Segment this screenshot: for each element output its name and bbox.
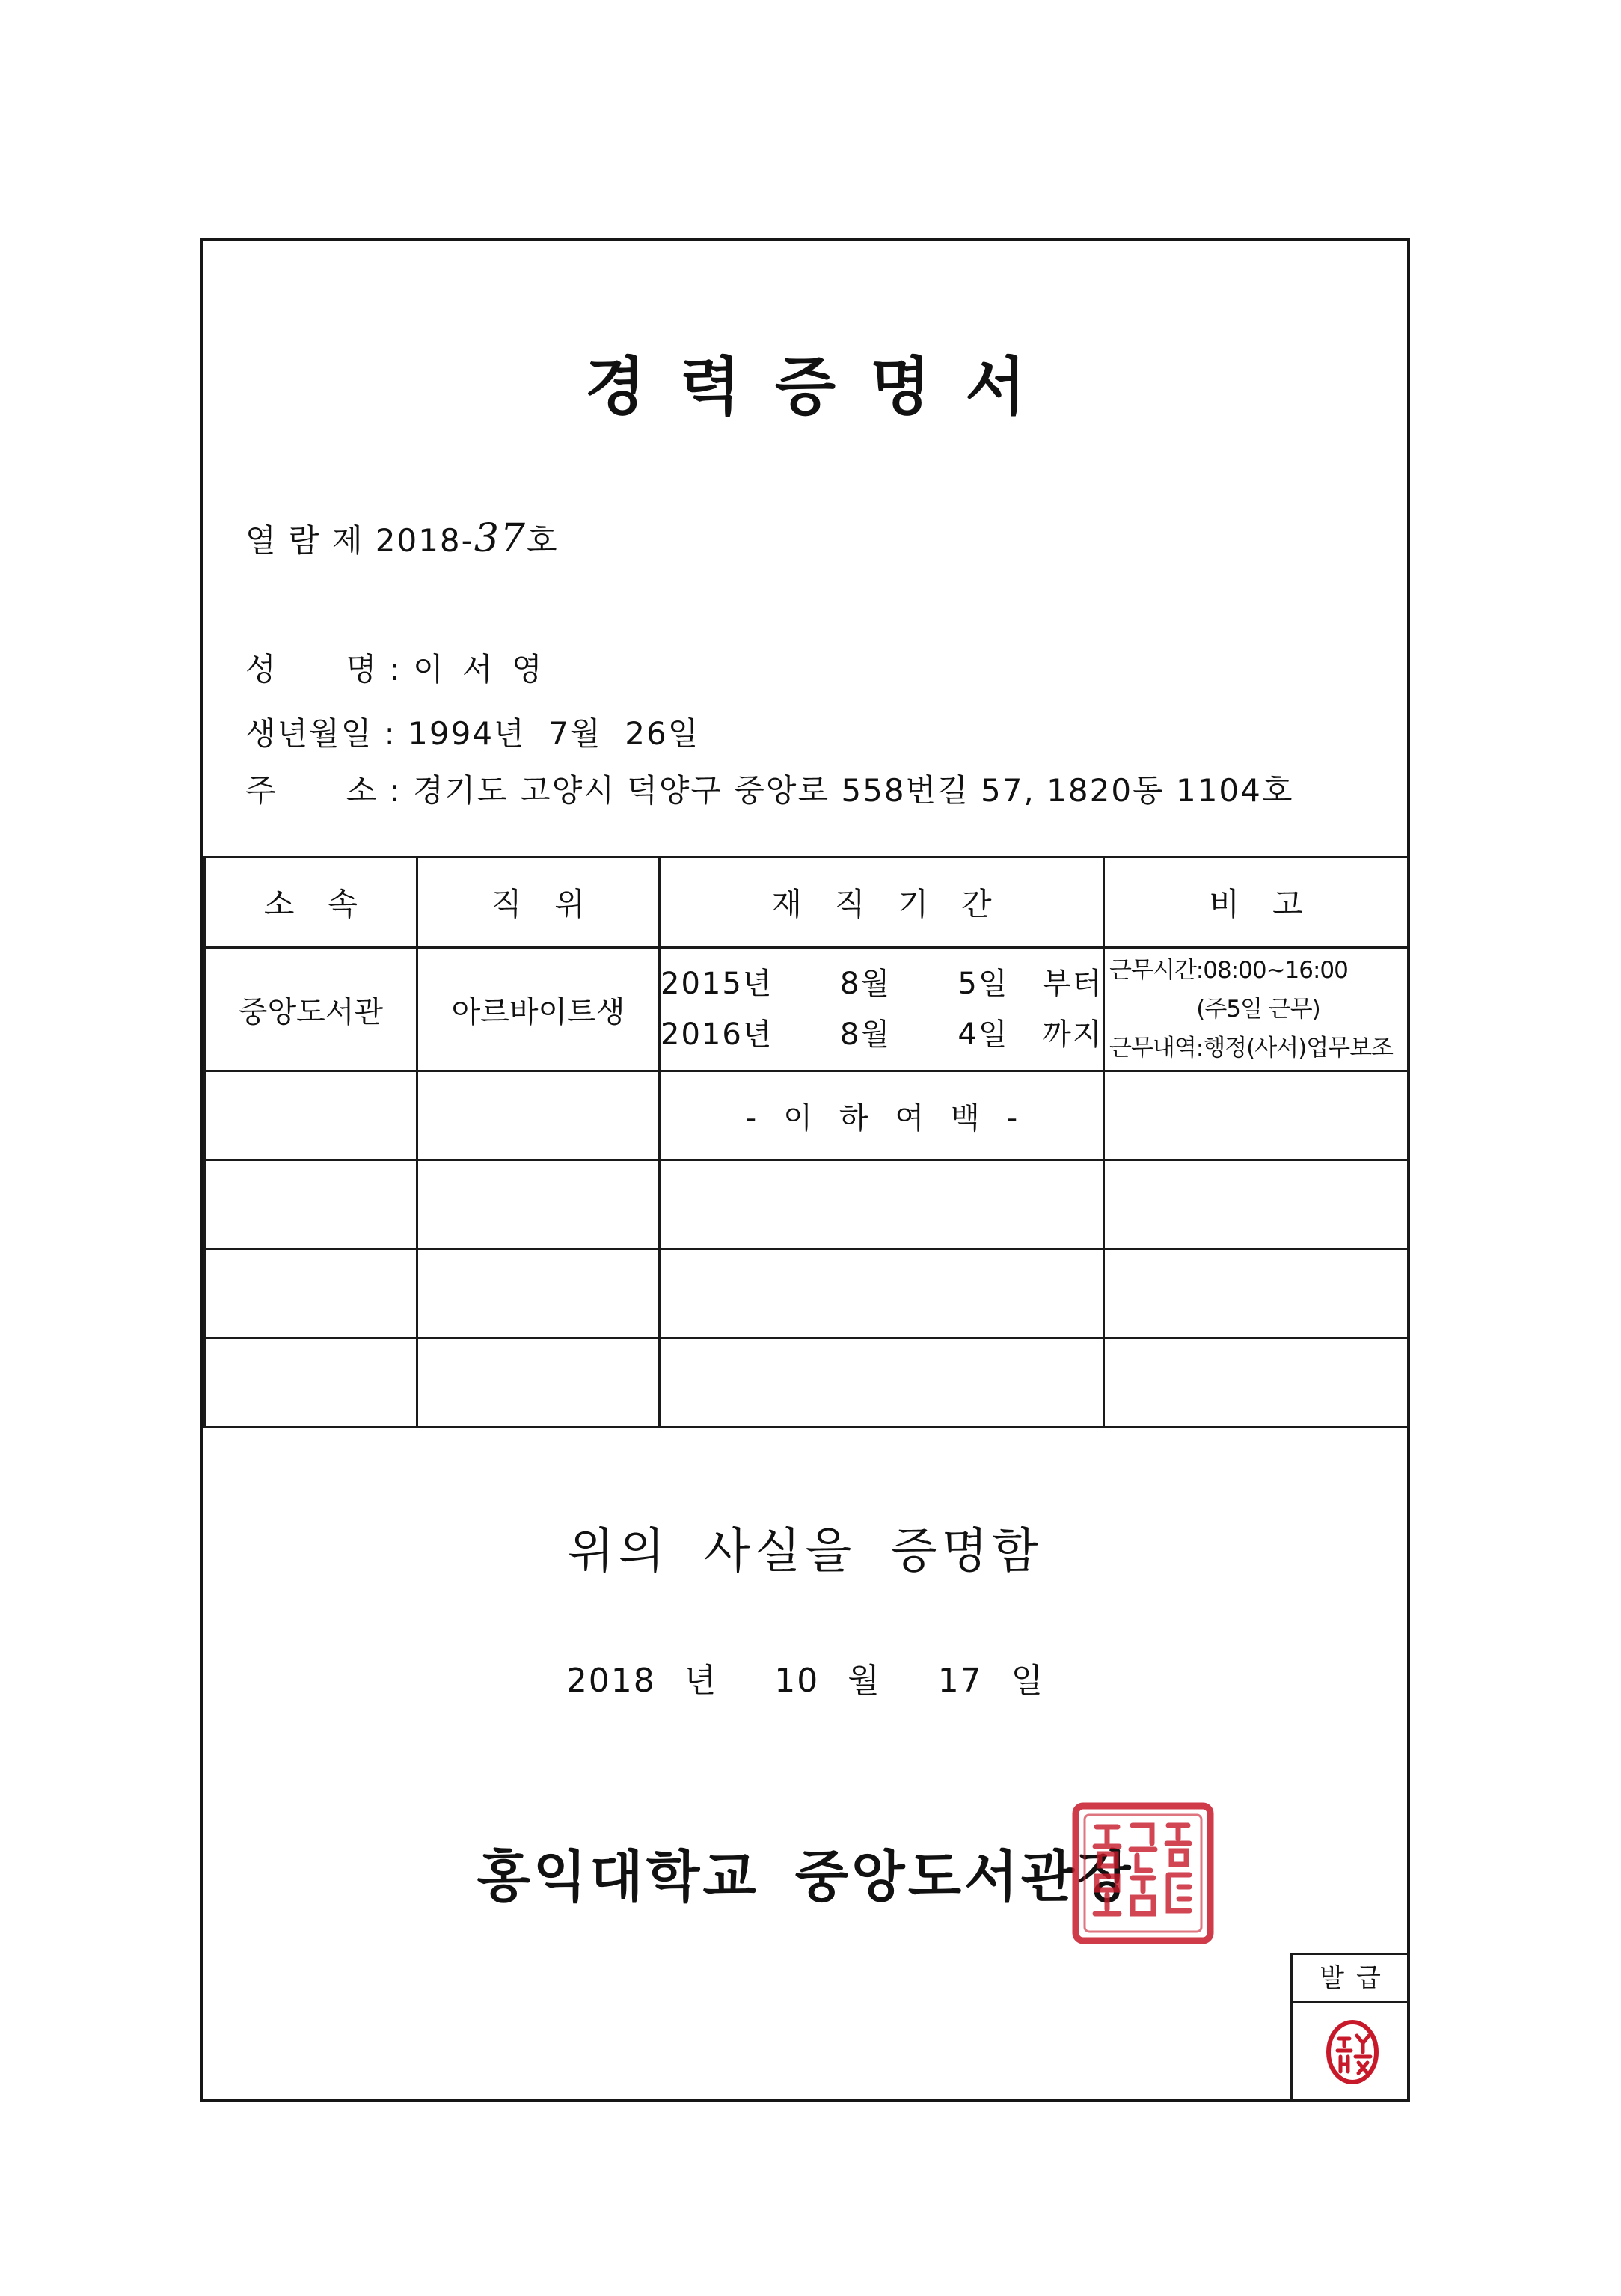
address-row [245, 766, 1293, 811]
cell-period [660, 948, 1104, 1071]
cell-remarks [1104, 948, 1409, 1071]
empty-cell [205, 1249, 417, 1338]
name-value: 이 서 영 [413, 651, 547, 688]
header-period: 재직기간 [660, 857, 1104, 948]
header-position: 직위 [417, 857, 660, 948]
birth-label: 생년월일 : [245, 715, 396, 752]
cell-affiliation: 중앙도서관 [205, 948, 417, 1071]
issue-box-label: 발급 [1293, 1955, 1408, 2003]
name-label: 성 명 : [245, 651, 402, 688]
viewing-number-suffix: 호 [526, 522, 559, 559]
empty-cell [1104, 1249, 1409, 1338]
certificate-frame [200, 238, 1410, 2102]
remarks-days: (주5일 근무) [1196, 996, 1320, 1023]
viewing-number-prefix: 열 람 제 2018- [245, 522, 474, 559]
empty-cell [417, 1071, 660, 1160]
remarks-hours: 근무시간:08:00~16:00 [1109, 957, 1348, 984]
empty-cell [417, 1249, 660, 1338]
table-row [205, 1160, 1409, 1249]
remarks-duties: 근무내역:행정(사서)업무보조 [1109, 1035, 1393, 1062]
empty-cell [417, 1338, 660, 1427]
table-row [205, 948, 1409, 1071]
viewing-number [245, 516, 559, 561]
issue-box [1290, 1953, 1410, 2102]
document-title: 경력증명서 [584, 350, 1061, 423]
header-affiliation: 소속 [205, 857, 417, 948]
table-header-row [205, 857, 1409, 948]
empty-cell [660, 1338, 1104, 1427]
table-row [205, 1071, 1409, 1160]
empty-cell [1104, 1071, 1409, 1160]
issue-stamp [1326, 2019, 1379, 2085]
viewing-number-handwritten: 37 [474, 516, 527, 561]
empty-cell [1104, 1338, 1409, 1427]
empty-cell [660, 1160, 1104, 1249]
official-seal-stamp [1070, 1800, 1216, 1947]
address-label: 주 소 : [245, 772, 402, 809]
empty-cell [1104, 1160, 1409, 1249]
address-value: 경기도 고양시 덕양구 중앙로 558번길 57, 1820동 1104호 [413, 772, 1294, 809]
empty-cell [205, 1338, 417, 1427]
name-row [245, 645, 547, 690]
empty-cell [205, 1071, 417, 1160]
career-table [203, 856, 1409, 1428]
cell-position: 아르바이트생 [417, 948, 660, 1071]
empty-cell [205, 1160, 417, 1249]
blank-marker: -이하여백- [660, 1071, 1104, 1160]
table-row [205, 1249, 1409, 1338]
birth-row [245, 709, 699, 754]
issuer-name: 홍익대학교 중앙도서관장 [477, 1845, 1134, 1909]
period-start: 2015년 8월 5일 부터 [661, 967, 1103, 1001]
period-end: 2016년 8월 4일 까지 [661, 1017, 1103, 1052]
empty-cell [417, 1160, 660, 1249]
header-remarks: 비고 [1104, 857, 1409, 948]
empty-cell [660, 1249, 1104, 1338]
issue-date: 2018 년 10 월 17 일 [566, 1662, 1045, 1700]
table-row [205, 1338, 1409, 1427]
certification-statement: 위의 사실을 증명함 [567, 1524, 1044, 1579]
birth-value: 1994년 7월 26일 [408, 715, 700, 752]
